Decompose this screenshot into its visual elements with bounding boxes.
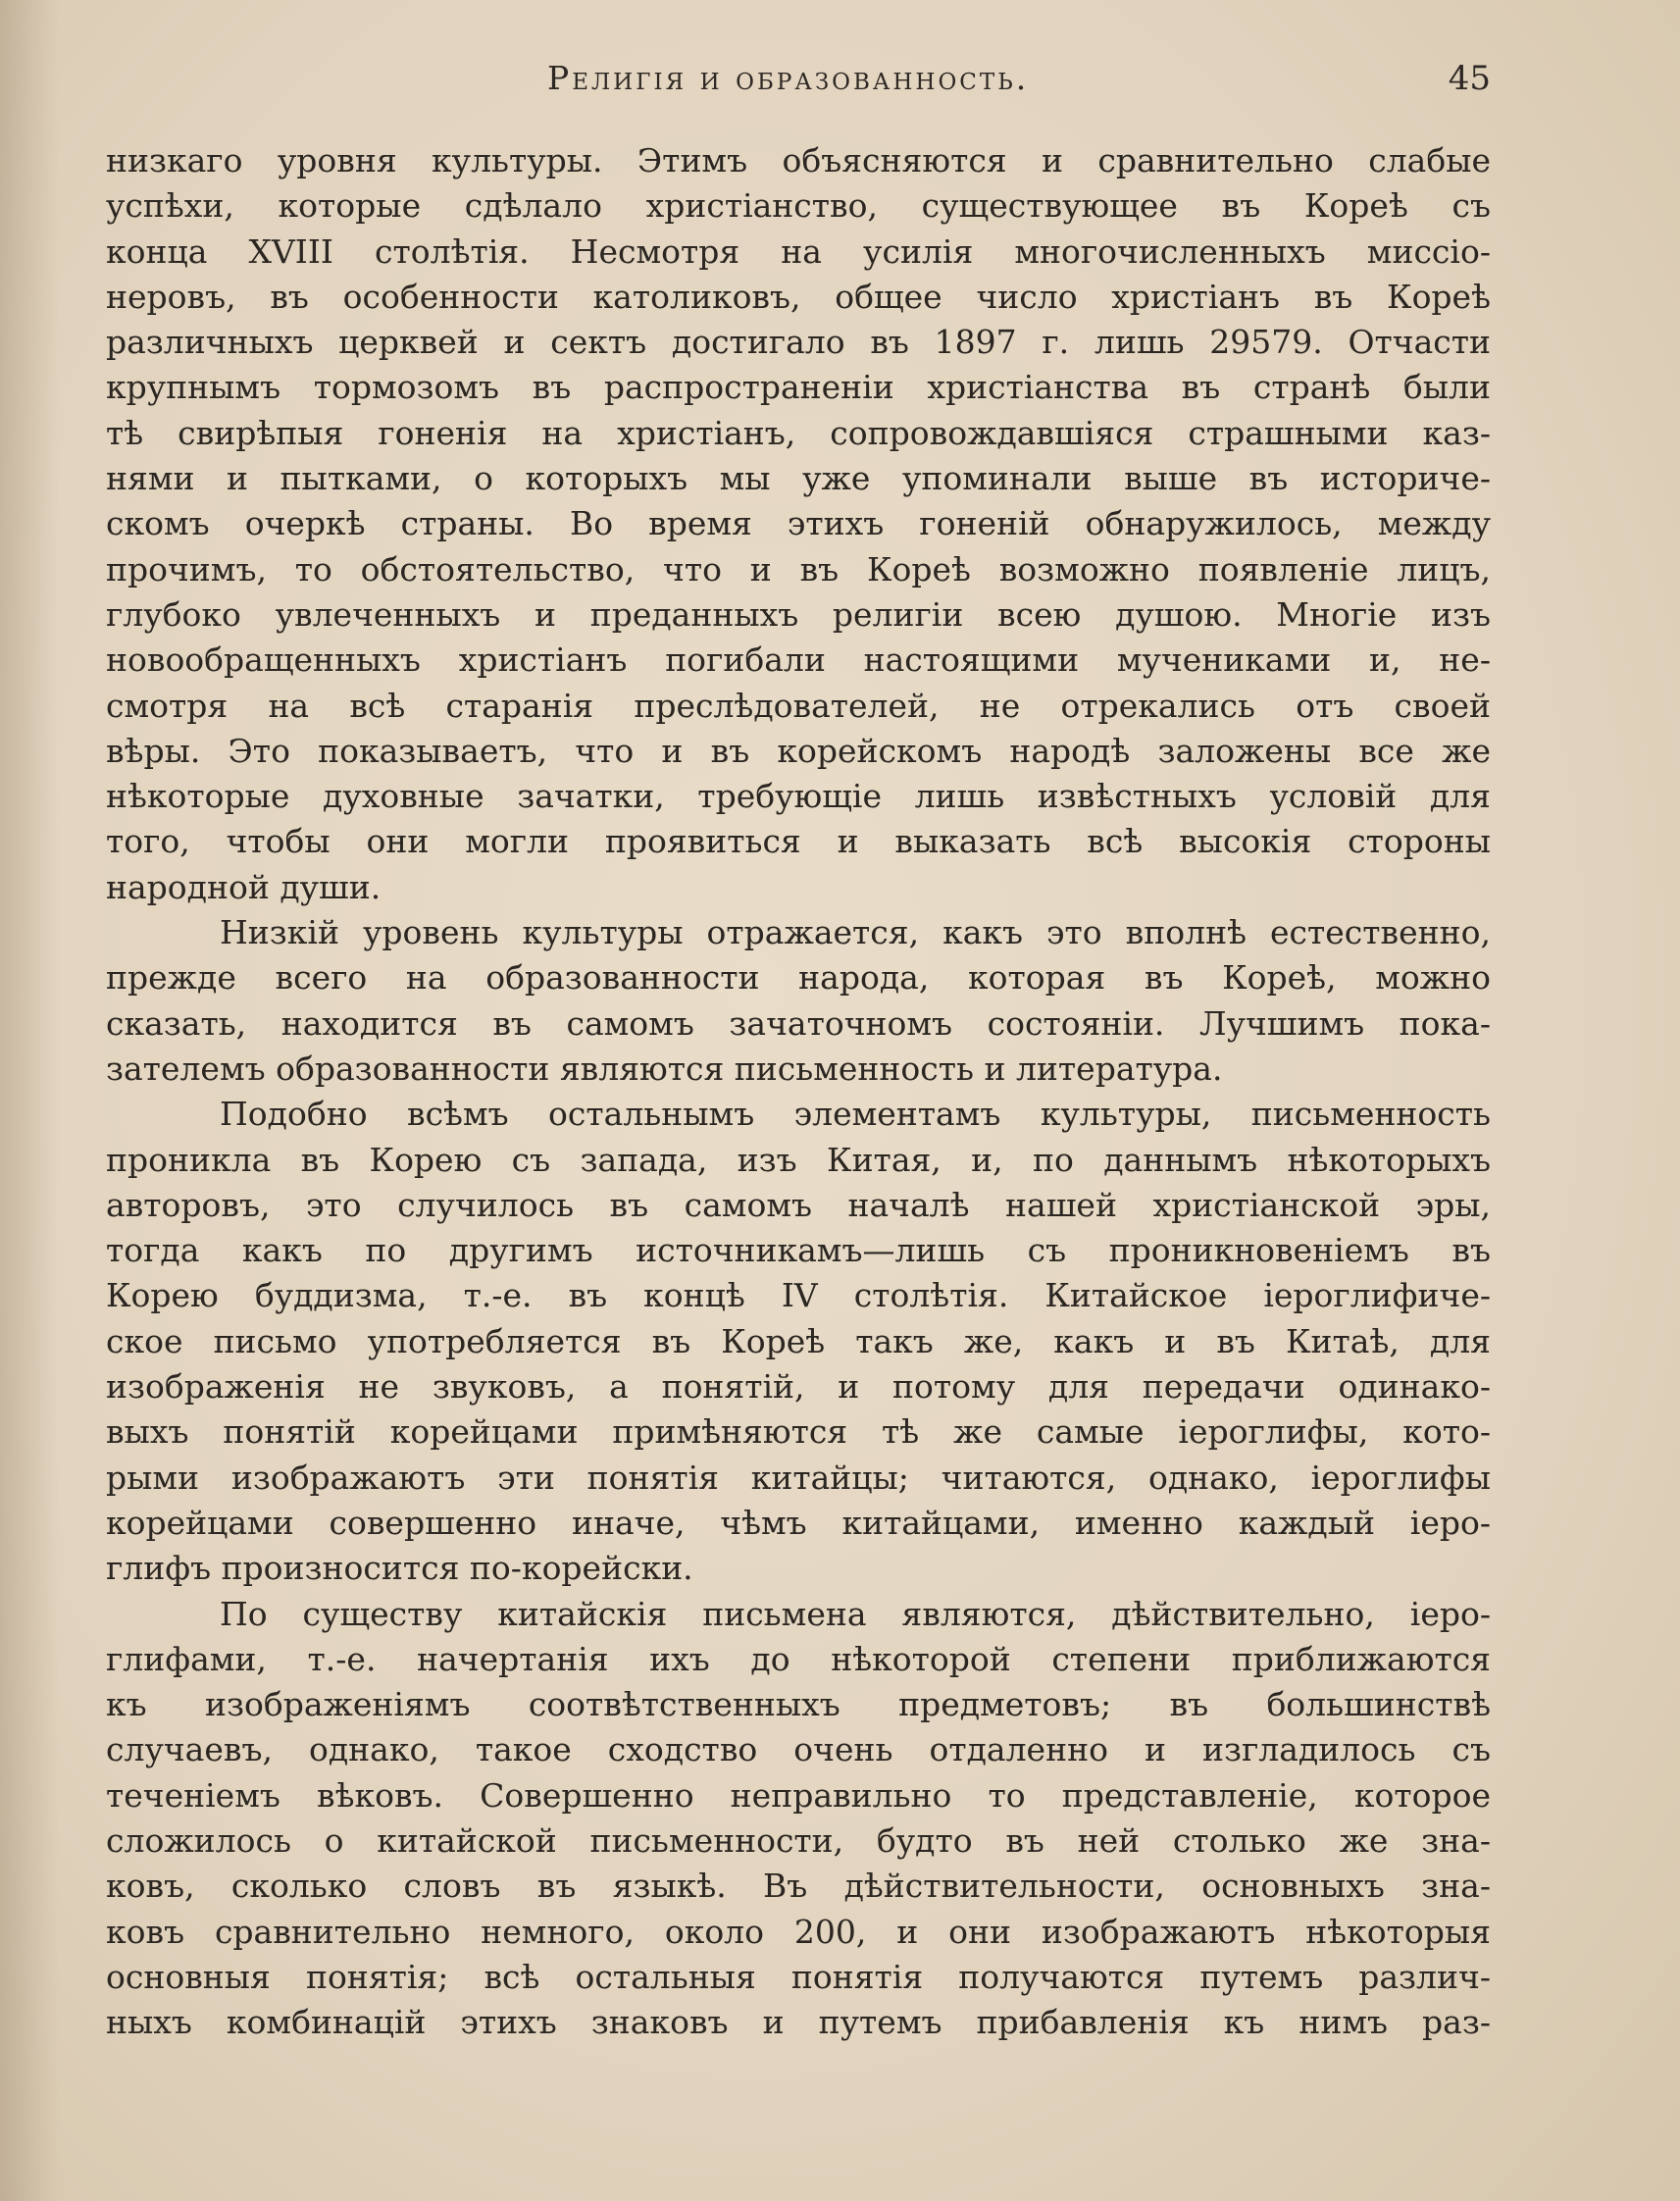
text-line: нѣкоторые духовные зачатки, требующіе лишь извѣстныхъ условій для — [106, 777, 1491, 816]
text-line: къ изображеніямъ соотвѣтственныхъ предметовъ; въ большинствѣ — [106, 1685, 1491, 1724]
text-line: выхъ понятій корейцами примѣняются тѣ же самые іероглифы, кото- — [106, 1412, 1491, 1452]
page-gutter-shadow — [0, 0, 59, 2201]
text-line: ныхъ комбинацій этихъ знаковъ и путемъ прибавленія къ нимъ раз- — [106, 2003, 1491, 2042]
text-line: сказать, находится въ самомъ зачаточномъ состояніи. Лучшимъ пока- — [106, 1003, 1491, 1043]
text-line: случаевъ, однако, такое сходство очень отдаленно и изгладилось съ — [106, 1730, 1491, 1769]
text-line: ковъ, сколько словъ въ языкѣ. Въ дѣйствительности, основныхъ зна- — [106, 1867, 1491, 1906]
text-line: изображенія не звуковъ, а понятій, и потому для передачи одинако- — [106, 1367, 1491, 1407]
text-line: глубоко увлеченныхъ и преданныхъ религіи всею душою. Многіе изъ — [106, 594, 1491, 634]
text-line: вѣры. Это показываетъ, что и въ корейскомъ народѣ заложены все же — [106, 731, 1491, 770]
text-line: теченіемъ вѣковъ. Совершенно неправильно то представленіе, которое — [106, 1775, 1491, 1815]
text-line: различныхъ церквей и сектъ достигало въ 1897 г. лишь 29579. Отчасти — [106, 323, 1491, 362]
text-line: авторовъ, это случилось въ самомъ началѣ нашей христіанской эры, — [106, 1185, 1491, 1224]
text-line: прочимъ, то обстоятельство, что и въ Кореѣ возможно появленіе лицъ, — [106, 549, 1491, 589]
body-text — [106, 138, 1491, 2045]
text-line: тогда какъ по другимъ источникамъ—лишь съ проникновеніемъ въ — [106, 1231, 1491, 1270]
text-line: Корею буддизма, т.-е. въ концѣ IV столѣтія. Китайское іероглифиче- — [106, 1276, 1491, 1315]
text-line: основныя понятія; всѣ остальныя понятія получаются путемъ различ- — [106, 1957, 1491, 1996]
text-line: корейцами совершенно иначе, чѣмъ китайцами, именно каждый іеро- — [106, 1503, 1491, 1542]
paragraph-last-line: глифъ произносится по-корейски. — [106, 1549, 693, 1588]
text-line: прежде всего на образованности народа, которая въ Кореѣ, можно — [106, 958, 1491, 998]
text-line: того, чтобы они могли проявиться и выказать всѣ высокія стороны — [106, 822, 1491, 861]
page-number: 45 — [1448, 59, 1491, 98]
running-head-title: Религія и образованность. — [547, 59, 1030, 97]
text-line: конца XVIII столѣтія. Несмотря на усилія многочисленныхъ миссіо- — [106, 231, 1491, 271]
paragraph-first-line: Низкій уровень культуры отражается, какъ это вполнѣ естественно, — [220, 913, 1491, 952]
text-line: успѣхи, которые сдѣлало христіанство, существующее въ Кореѣ съ — [106, 186, 1491, 226]
text-line: крупнымъ тормозомъ въ распространеніи христіанства въ странѣ были — [106, 368, 1491, 407]
paragraph-first-line: Подобно всѣмъ остальнымъ элементамъ культуры, письменность — [220, 1095, 1491, 1134]
text-line: тѣ свирѣпыя гоненія на христіанъ, сопровождавшіяся страшными каз- — [106, 413, 1491, 452]
text-line: неровъ, въ особенности католиковъ, общее число христіанъ въ Кореѣ — [106, 277, 1491, 316]
paragraph-last-line: зателемъ образованности являются письменность и литература. — [106, 1049, 1223, 1088]
text-line: ковъ сравнительно немного, около 200, и они изображаютъ нѣкоторыя — [106, 1912, 1491, 1951]
text-line: смотря на всѣ старанія преслѣдователей, не отрекались отъ своей — [106, 686, 1491, 725]
paragraph-first-line: По существу китайскія письмена являются, дѣйствительно, іеро- — [220, 1594, 1491, 1633]
text-line: глифами, т.-е. начертанія ихъ до нѣкоторой степени приближаются — [106, 1639, 1491, 1678]
text-line: сложилось о китайской письменности, будто въ ней столько же зна- — [106, 1820, 1491, 1860]
text-line: рыми изображаютъ эти понятія китайцы; читаются, однако, іероглифы — [106, 1458, 1491, 1497]
running-head — [106, 51, 1491, 110]
text-line: новообращенныхъ христіанъ погибали настоящими мучениками и, не- — [106, 640, 1491, 680]
text-line: скомъ очеркѣ страны. Во время этихъ гоненій обнаружилось, между — [106, 504, 1491, 543]
text-line: ское письмо употребляется въ Кореѣ такъ же, какъ и въ Китаѣ, для — [106, 1321, 1491, 1360]
text-line: нями и пытками, о которыхъ мы уже упоминали выше въ историче- — [106, 459, 1491, 498]
text-line: проникла въ Корею съ запада, изъ Китая, и, по даннымъ нѣкоторыхъ — [106, 1140, 1491, 1179]
paragraph-last-line: народной души. — [106, 867, 382, 906]
text-line: низкаго уровня культуры. Этимъ объясняются и сравнительно слабые — [106, 141, 1491, 179]
